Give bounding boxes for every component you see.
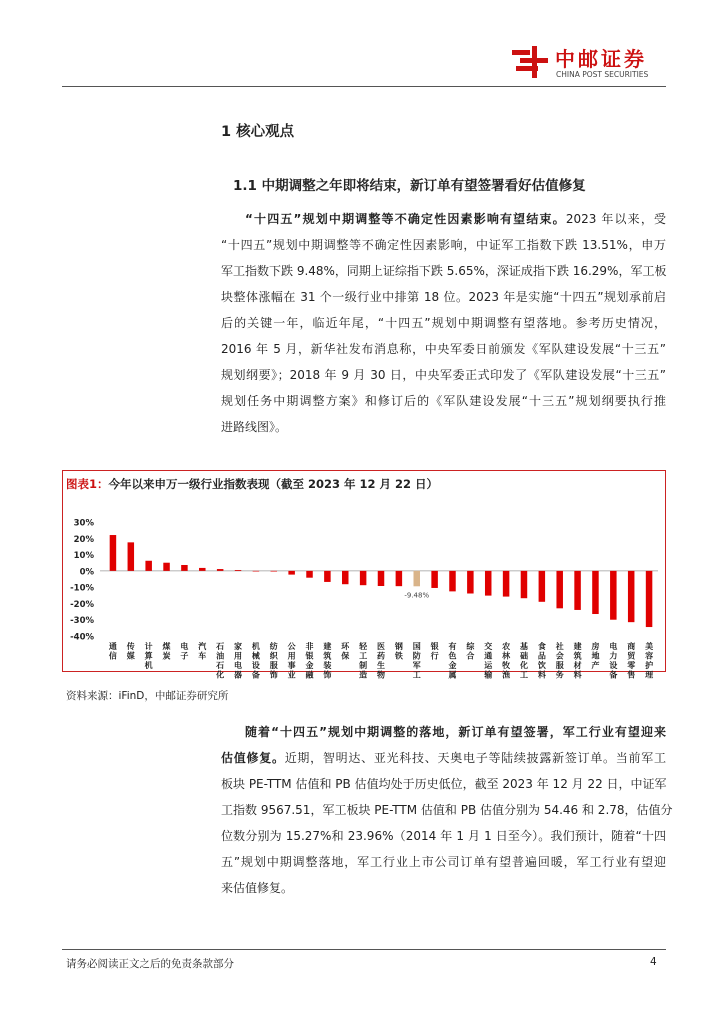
category-label: 计 [144,642,153,651]
category-label: 基 [519,642,528,651]
category-label: 油 [216,651,225,661]
category-label: 械 [251,651,260,661]
category-label: 工 [359,651,368,661]
y-tick-label: 10% [73,551,94,562]
bar-23 [503,571,510,597]
paragraph-2-bold-tail: 估值修复。 [221,751,285,765]
y-tick-label: -40% [70,632,94,643]
bar-11 [288,571,295,575]
header-divider [62,86,666,87]
y-tick-label: -30% [70,616,94,627]
source-note: 资料来源：iFinD，中邮证券研究所 [66,690,229,702]
bar-27 [574,571,581,610]
category-label: 产 [591,661,600,670]
bar-12 [306,571,313,578]
category-label: 合 [466,651,475,661]
category-label: 建 [573,642,582,651]
bar-19 [431,571,438,588]
bar-1 [110,535,117,571]
china-post-logo-icon [510,46,550,78]
category-label: 军 [412,661,421,670]
category-label: 筑 [573,651,582,661]
category-label: 服 [555,661,564,670]
category-label: 金 [448,661,457,670]
bar-4 [163,563,170,571]
category-label: 通 [484,651,493,661]
category-label: 美 [645,642,654,651]
category-label: 服 [269,661,278,670]
category-label: 筑 [323,651,332,661]
category-label: 铁 [394,651,403,661]
bar-6 [199,568,206,571]
category-label: 林 [502,651,511,661]
category-label: 银 [305,651,314,661]
category-label: 护 [645,661,654,670]
paragraph-2 [221,719,673,901]
category-label: 工 [412,670,421,680]
bar-29 [610,571,617,620]
category-label: 子 [180,651,189,661]
category-label: 织 [269,651,278,661]
category-label: 农 [502,642,511,651]
y-tick-label: -20% [70,599,94,610]
page-number: 4 [650,956,657,968]
category-label: 融 [305,670,314,680]
category-label: 装 [323,661,332,670]
category-label: 饰 [323,670,332,680]
category-label: 售 [627,670,636,680]
category-label: 材 [573,661,582,670]
bar-8 [235,570,242,571]
company-name-cn: 中邮证券 [555,47,647,71]
figure-label: 图表1： [66,477,109,491]
category-label: 电 [180,642,189,651]
paragraph-line: 规划纲要》；2018 年 9 月 30 日，中央军委正式印发了《军队建设发展“十三五” [221,368,666,382]
category-label: 药 [377,651,385,661]
category-label: 业 [287,670,296,680]
category-label: 理 [645,670,654,680]
bar-9 [253,571,260,572]
category-label: 输 [484,670,493,680]
category-label: 综 [466,642,475,651]
category-label: 媒 [126,651,135,661]
highlight-data-label: -9.48% [404,591,430,600]
paragraph-line: 2016 年 5 月，新华社发布消息称，中央军委日前颁发《军队建设发展“十三五” [221,342,666,356]
bar-16 [378,571,385,586]
category-label: 非 [305,642,314,651]
category-label: 零 [627,661,636,670]
category-label: 础 [519,651,528,661]
category-label: 器 [234,670,243,680]
bar-24 [521,571,528,598]
category-label: 务 [555,670,564,680]
category-label: 物 [377,670,385,680]
industry-index-bar-chart [62,496,666,680]
paragraph-line: 块整体涨幅在 31 个一级行业中排第 18 位。2023 年是实施“十四五”规划承前启 [221,290,666,304]
bar-3 [145,561,152,571]
category-label: 地 [591,651,600,661]
company-name-en: CHINA POST SECURITIES [556,70,649,79]
category-label: 保 [341,651,350,661]
category-label: 备 [609,670,618,680]
paragraph-line: “十四五”规划中期调整等不确定性因素影响有望结束。2023 年以来，受 [245,212,666,226]
bar-28 [592,571,599,614]
category-label: 有 [448,642,457,651]
paragraph-line: “十四五”规划中期调整等不确定性因素影响，中证军工指数下跌 13.51%，申万 [221,238,666,252]
bar-26 [556,571,563,608]
bar-15 [360,571,367,585]
paragraph-line: 五”规划中期调整落地，军工行业上市公司订单有望普遍回暖，军工行业有望迎 [221,855,666,869]
paragraph-2-bold-lead: 随着“十四五”规划中期调整的落地，新订单有望签署，军工行业有望迎来 [245,725,666,739]
footer-divider [62,949,666,950]
paragraph-line: 板块 PE-TTM 估值和 PB 估值均处于历史低位，截至 2023 年 12 月 22 日，中证军 [221,777,667,791]
y-tick-label: 20% [73,534,94,545]
category-label: 行 [430,651,439,661]
category-label: 电 [609,642,618,651]
category-label: 煤 [162,642,171,651]
category-label: 用 [287,651,296,661]
figure-title [66,476,438,492]
category-label: 会 [555,651,564,661]
category-label: 力 [609,651,618,661]
category-label: 造 [359,670,368,680]
category-label: 炭 [162,651,171,661]
category-label: 石 [216,642,225,651]
category-label: 饮 [537,661,546,670]
category-label: 石 [216,661,225,670]
category-label: 国 [412,642,421,651]
category-label: 料 [573,670,582,680]
category-label: 机 [251,642,260,651]
paragraph-1-bold-lead: “十四五”规划中期调整等不确定性因素影响有望结束。 [245,212,566,226]
bar-31 [646,571,653,627]
bar-21 [467,571,474,594]
bar-14 [342,571,349,584]
y-tick-label: 30% [73,518,94,529]
footer-disclaimer: 请务必阅读正文之后的免责条款部分 [66,958,234,970]
paragraph-line: 规划任务中期调整方案》和修订后的《军队建设发展“十三五”规划纲要执行推 [221,394,666,408]
category-label: 交 [484,642,493,651]
category-label: 贸 [627,651,636,661]
category-label: 化 [216,670,225,680]
subsection-heading: 1.1 中期调整之年即将结束，新订单有望签署看好估值修复 [233,178,586,194]
paragraph-line [221,719,666,745]
category-label: 色 [448,651,457,661]
category-label: 食 [537,642,546,651]
paragraph-line: 军工指数下跌 9.48%，同期上证综指下跌 5.65%，深证成指下跌 16.29%，军工板 [221,264,667,278]
category-label: 商 [627,642,636,651]
bar-10 [271,571,278,572]
category-label: 生 [377,661,385,670]
category-label: 社 [555,642,564,651]
category-label: 设 [251,661,260,670]
bar-20 [449,571,456,592]
category-label: 饰 [269,670,278,680]
category-label: 信 [108,651,117,661]
category-label: 料 [537,670,546,680]
category-label: 算 [144,651,153,661]
bar-2 [128,542,135,571]
category-label: 运 [484,661,493,670]
category-label: 金 [305,661,314,670]
section-heading: 1 核心观点 [221,124,295,140]
bar-30 [628,571,635,622]
bar-17 [396,571,403,586]
category-label: 传 [126,642,135,651]
category-label: 通 [108,642,117,651]
category-label: 电 [234,661,243,670]
paragraph-line: 来估值修复。 [221,881,294,895]
category-label: 工 [519,670,528,680]
paragraph-line: 位数分别为 15.27%和 23.96%（2014 年 1 月 1 日至今）。我们预计，随着“十四 [221,829,666,843]
category-label: 事 [287,661,296,670]
category-label: 化 [519,661,528,670]
category-label: 渔 [502,670,511,680]
category-label: 房 [591,642,600,651]
category-label: 制 [359,661,368,670]
bar-18 [413,571,420,586]
bar-25 [539,571,546,602]
paragraph-line: 估值修复。近期，智明达、亚光科技、天奥电子等陆续披露新签订单。当前军工 [221,751,666,765]
category-label: 医 [377,642,385,651]
category-label: 纺 [269,642,278,651]
paragraph-line: 进路线图》。 [221,420,288,434]
category-label: 容 [645,651,654,661]
category-label: 设 [609,661,618,670]
category-label: 汽 [198,642,207,651]
category-label: 建 [323,642,332,651]
category-label: 防 [412,651,421,661]
bar-5 [181,565,188,571]
category-label: 银 [430,642,439,651]
paragraph-1 [221,206,666,440]
category-label: 牧 [502,661,511,670]
y-tick-label: 0% [79,567,94,578]
bar-13 [324,571,331,582]
company-logo [510,42,670,82]
category-label: 轻 [359,642,368,651]
y-tick-label: -10% [70,583,94,594]
figure-title-text: 今年以来申万一级行业指数表现（截至 2023 年 12 月 22 日） [108,477,439,491]
bar-7 [217,569,224,571]
category-label: 属 [448,670,457,680]
category-label: 机 [144,661,153,670]
paragraph-line: 后的关键一年，临近年尾，“十四五”规划中期调整有望落地。参考历史情况， [221,316,666,330]
category-label: 品 [537,651,546,661]
category-label: 公 [287,642,296,651]
paragraph-line: 工指数 9567.51，军工板块 PE-TTM 估值和 PB 估值分别为 54.46 和 2.78，估值分 [221,803,673,817]
bar-22 [485,571,492,596]
category-label: 家 [234,642,243,651]
category-label: 钢 [394,642,403,651]
category-label: 环 [341,642,350,651]
category-label: 车 [198,651,207,661]
category-label: 用 [234,651,243,661]
category-label: 备 [251,670,260,680]
